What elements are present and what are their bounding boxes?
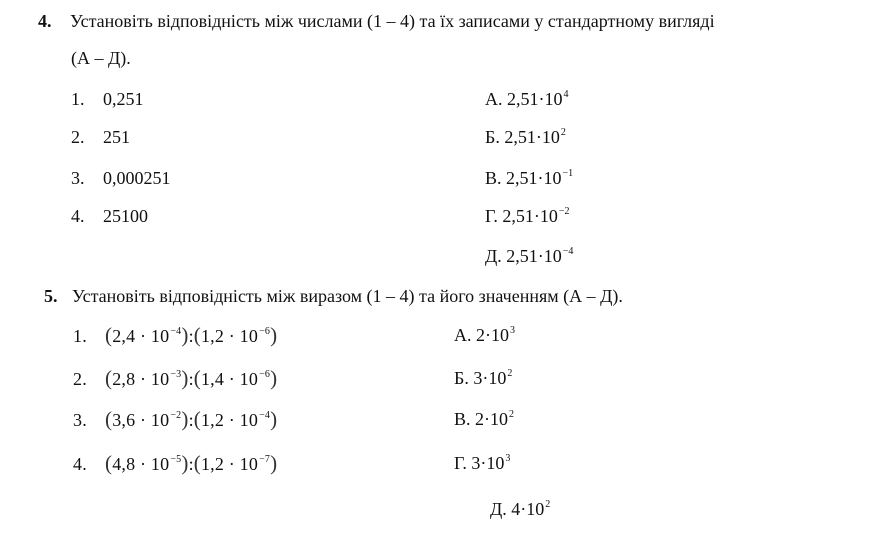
q5-right-item-c: В. $2\cdot 10^2$ (454, 409, 515, 429)
q5-right-item-b: Б. $3\cdot 10^2$ (454, 368, 513, 388)
q4-number: 4. (38, 11, 52, 31)
q5-right-item-d: Г. $3\cdot 10^3$ (454, 453, 511, 473)
q4-left-item-3: 3. 0,000251 (71, 168, 171, 188)
q5-left-item-3: 3. $(3,6 \cdot 10^{-2}):(1,2 \cdot 10^{-4})$ (73, 407, 278, 431)
q4-heading (38, 10, 715, 32)
q5-heading (44, 285, 623, 307)
q4-right-item-b: Б. $2,51\cdot 10^2$ (485, 127, 566, 147)
q5-left-item-4: 4. $(4,8 \cdot 10^{-5}):(1,2 \cdot 10^{-7})$ (73, 451, 278, 475)
q4-right-item-c: В. $2,51\cdot 10^{-1}$ (485, 168, 574, 188)
q5-text: Установіть відповідність між виразом (1 – 4) та його значенням (А – Д). (72, 286, 623, 306)
q4-right-item-a: А. $2,51\cdot 10^4$ (485, 89, 569, 109)
q5-right-item-e: Д. $4\cdot 10^2$ (490, 499, 551, 519)
q4-right-item-e: Д. $2,51\cdot 10^{-4}$ (485, 246, 574, 266)
q5-left-item-1: 1. $(2,4 \cdot 10^{-4}):(1,2 \cdot 10^{-6})$ (73, 323, 278, 347)
q5-right-item-a: А. $2\cdot 10^3$ (454, 325, 515, 345)
q4-text-line1: Установіть відповідність між числами (1 – 4) та їх записами у стандартному вигляді (70, 11, 715, 31)
q4-text-line2: (А – Д). (71, 48, 131, 68)
q5-left-item-2: 2. $(2,8 \cdot 10^{-3}):(1,4 \cdot 10^{-6})$ (73, 366, 278, 390)
q4-right-item-d: Г. $2,51\cdot 10^{-2}$ (485, 206, 570, 226)
q4-left-item-1: 1. 0,251 (71, 89, 144, 109)
q4-left-item-2: 2. 251 (71, 127, 130, 147)
q5-number: 5. (44, 286, 58, 306)
q4-left-item-4: 4. 25100 (71, 206, 148, 226)
